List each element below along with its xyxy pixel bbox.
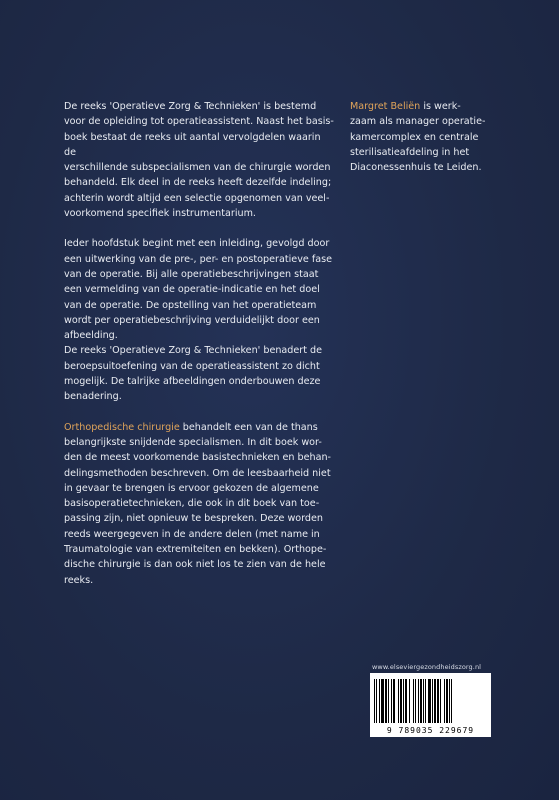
book-title-highlight: Orthopedische chirurgie bbox=[64, 421, 180, 433]
publisher-url: www.elseviergezondheidszorg.nl bbox=[372, 663, 482, 671]
book-topic-paragraph: Orthopedische chirurgie behandelt een van de thans belangrijkste snijdende specialismen. In dit boek wor- den de meest voorkomende basistechnieken en behan- delingsmethoden beschreven. Om de leesbaarheid niet in gevaar te brengen is ervoor gekozen de algemene basisoperatietechnieken, die ook in dit boek van toe- passing zijn, niet opnieuw te bespreken. Deze worden reeds weergegeven in de andere delen (met name in Traumatologie van extremiteiten en bekken). Orthope- dische chirurgie is dan ook niet los te zien van de hele reeks. bbox=[64, 421, 332, 586]
author-name: Margret Beliën bbox=[350, 101, 421, 112]
author-bio: Margret Beliën is werk- zaam als manager operatie- kamercomplex en centrale sterilisatieafdeling in het Diaconessenhuis te Leiden. bbox=[350, 101, 486, 174]
intro-paragraph: De reeks 'Operatieve Zorg & Technieken' is bestemd voor de opleiding tot operatieassistent. Naast het basis- boek bestaat de reeks uit aantal vervolgdelen waarin de verschillende subspecialismen van de chirurgie worden behandeld. Elk deel in de reeks heeft dezelfde indeling; achterin wordt altijd een selectie opgenomen van veel- voorkomend specifiek instrumentarium. bbox=[64, 101, 334, 220]
isbn-barcode bbox=[370, 673, 491, 737]
description-column bbox=[64, 99, 334, 588]
barcode-bars bbox=[374, 679, 487, 723]
structure-paragraph: Ieder hoofdstuk begint met een inleiding, gevolgd door een uitwerking van de pre-, per- en postoperatieve fase van de operatie. Bij alle operatiebeschrijvingen staat een vermelding van de operatie-indicatie en het doel van de operatie. De opstelling van het operatieteam wordt per operatiebeschrijving verduidelijkt door een afbeelding. De reeks 'Operatieve Zorg & Technieken' benadert de beroepsuitoefening van de operatieassistent zo dicht mogelijk. De talrijke afbeeldingen onderbouwen deze benadering. bbox=[64, 238, 332, 403]
isbn-number: 9 789035 229679 bbox=[386, 726, 475, 735]
